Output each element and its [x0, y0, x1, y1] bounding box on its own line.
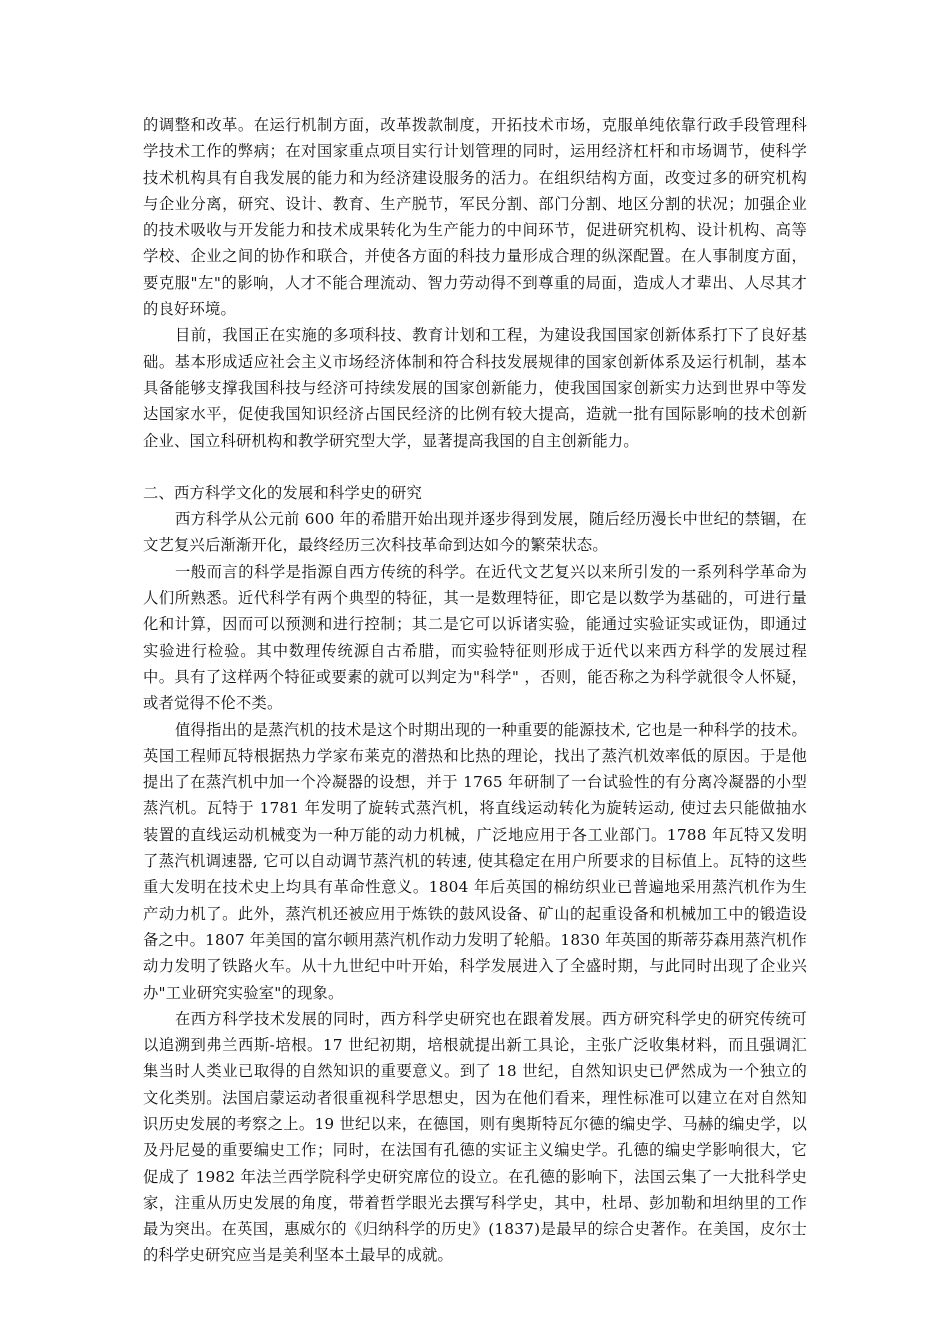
- section-gap: [143, 454, 807, 480]
- section-heading: 二、西方科学文化的发展和科学史的研究: [143, 483, 422, 502]
- paragraph-innovation-system: 目前，我国正在实施的多项科技、教育计划和工程，为建设我国国家创新体系打下了良好基础。基本形成适应社会主义市场经济体制和符合科技发展规律的国家创新体系及运行机制，基本具备能够支撑我国科技与经济可持续发展的国家创新能力，使我国国家创新实力达到世界中等发达国家水平，促使我国知识经济占国民经济的比例有较大提高，造就一批有国际影响的技术创新企业、国立科研机构和教学研究型大学，显著提高我国的自主创新能力。: [143, 326, 807, 450]
- paragraph-science-definition: 一般而言的科学是指源自西方传统的科学。在近代文艺复兴以来所引发的一系列科学革命为人们所熟悉。近代科学有两个典型的特征，其一是数理特征，即它是以数学为基础的，可进行量化和计算，因而可以预测和进行控制；其二是它可以诉诸实验，能通过实验证实或证伪，即通过实验进行检验。其中数理传统源自古希腊，而实验特征则形成于近代以来西方科学的发展过程中。具有了这样两个特征或要素的就可以判定为"科学" ，否则，能否称之为科学就很令人怀疑，或者觉得不伦不类。: [143, 562, 807, 713]
- paragraph-steam-engine: 值得指出的是蒸汽机的技术是这个时期出现的一种重要的能源技术, 它也是一种科学的技术。英国工程师瓦特根据热力学家布莱克的潜热和比热的理论，找出了蒸汽机效率低的原因。于是他提出了在蒸汽机中加一个冷凝器的设想，并于 1765 年研制了一台试验性的有分离冷凝器的小型蒸汽机。瓦特于 1781 年发明了旋转式蒸汽机，将直线运动转化为旋转运动, 使过去只能做抽水装置的直线运动机械变为一种万能的动力机械，广泛地应用于各工业部门。1788 年瓦特又发明了蒸汽机调速器, 它可以自动调节蒸汽机的转速, 使其稳定在用户所要求的目标值上。瓦特的这些重大发明在技术史上均具有革命性意义。1804 年后英国的棉纺织业已普遍地采用蒸汽机作为生产动力机了。此外，蒸汽机还被应用于炼铁的鼓风设备、矿山的起重设备和机械加工中的锻造设备之中。1807 年美国的富尔顿用蒸汽机作动力发明了轮船。1830 年英国的斯蒂芬森用蒸汽机作动力发明了铁路火车。从十九世纪中叶开始，科学发展进入了全盛时期，与此同时出现了企业兴办"工业研究实验室"的现象。: [143, 720, 807, 1002]
- paragraph-reform: 的调整和改革。在运行机制方面，改革拨款制度，开拓技术市场，克服单纯依靠行政手段管理科学技术工作的弊病；在对国家重点项目实行计划管理的同时，运用经济杠杆和市场调节，使科学技术机构具有自我发展的能力和为经济建设服务的活力。在组织结构方面，改变过多的研究机构与企业分离，研究、设计、教育、生产脱节，军民分割、部门分割、地区分割的状况；加强企业的技术吸收与开发能力和技术成果转化为生产能力的中间环节，促进研究机构、设计机构、高等学校、企业之间的协作和联合，并使各方面的科技力量形成合理的纵深配置。在人事制度方面，要克服"左"的影响，人才不能合理流动、智力劳动得不到尊重的局面，造成人才辈出、人尽其才的良好环境。: [143, 116, 807, 319]
- document-page: [143, 112, 807, 1269]
- paragraph-history-of-science: 在西方科学技术发展的同时，西方科学史研究也在跟着发展。西方研究科学史的研究传统可以追溯到弗兰西斯-培根。17 世纪初期，培根就提出新工具论，主张广泛收集材料，而且强调汇集当时人类业已取得的自然知识的重要意义。到了 18 世纪，自然知识史已俨然成为一个独立的文化类别。法国启蒙运动者很重视科学思想史，因为在他们看来，理性标准可以建立在对自然知识历史发展的考察之上。19 世纪以来，在德国，则有奥斯特瓦尔德的编史学、马赫的编史学，以及丹尼曼的重要编史工作；同时，在法国有孔德的实证主义编史学。孔德的编史学影响很大，它促成了 1982 年法兰西学院科学史研究席位的设立。在孔德的影响下，法国云集了一大批科学史家，注重从历史发展的角度，带着哲学眼光去撰写科学史，其中，杜昂、彭加勒和坦纳里的工作最为突出。在英国，惠威尔的《归纳科学的历史》(1837)是最早的综合史著作。在美国，皮尔士的科学史研究应当是美利坚本土最早的成就。: [143, 1009, 807, 1265]
- paragraph-western-science-origin: 西方科学从公元前 600 年的希腊开始出现并逐步得到发展，随后经历漫长中世纪的禁锢，在文艺复兴后渐渐开化，最终经历三次科技革命到达如今的繁荣状态。: [143, 510, 807, 555]
